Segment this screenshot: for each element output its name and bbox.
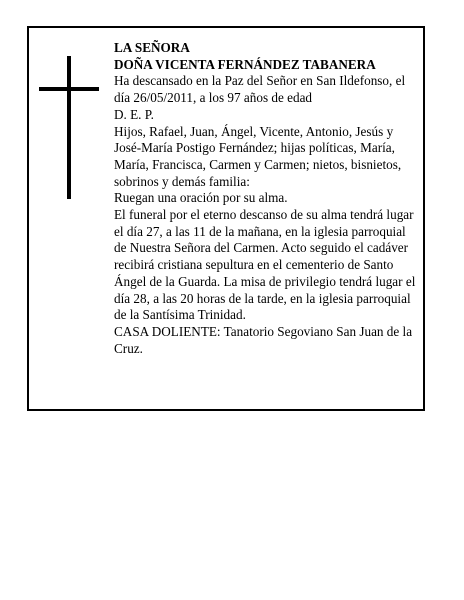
cross-vertical-bar xyxy=(67,56,71,199)
cross-horizontal-bar xyxy=(39,87,99,91)
notice-heading: LA SEÑORA xyxy=(114,40,190,55)
deceased-name: DOÑA VICENTA FERNÁNDEZ TABANERA xyxy=(114,56,376,72)
obituary-notice xyxy=(27,26,425,411)
notice-text xyxy=(114,40,420,357)
notice-paragraph-prayer: Ruegan una oración por su alma. xyxy=(114,190,288,206)
notice-paragraph-funeral: El funeral por el eterno descanso de su alma tendrá lugar el día 27, a las 11 de la mañana, en la iglesia parroquial de Nuestra Señora del Carmen. Acto seguido el cadáver recibirá cristiana sepultura en el cementerio de Santo Ángel de la Guarda. La misa de privilegio tendrá lugar el día 28, a las 20 horas de la tarde, en la iglesia parroquial de la Santísima Trinidad. xyxy=(114,207,416,323)
notice-paragraph-home: CASA DOLIENTE: Tanatorio Segoviano San Juan de la Cruz. xyxy=(114,323,413,356)
notice-paragraph-family: Hijos, Rafael, Juan, Ángel, Vicente, Antonio, Jesús y José-María Postigo Fernández; hijas políticas, María, María, Francisca, Carmen y Carmen; nietos, bisnietos, sobrinos y demás familia: xyxy=(114,123,402,189)
notice-paragraph-dep: D. E. P. xyxy=(114,106,154,122)
notice-paragraph-death: Ha descansado en la Paz del Señor en San Ildefonso, el día 26/05/2011, a los 97 años de edad xyxy=(114,73,406,106)
